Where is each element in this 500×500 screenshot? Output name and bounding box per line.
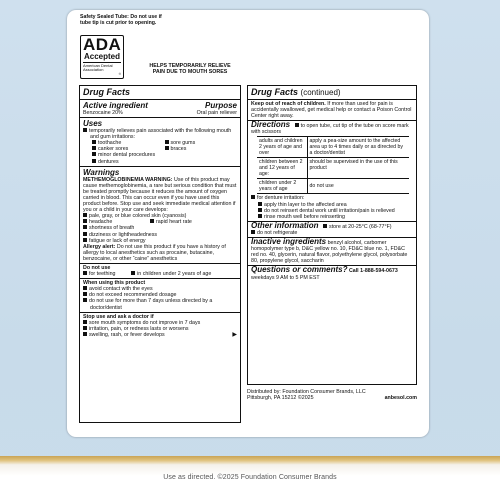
questions-title: Questions or comments? bbox=[251, 265, 348, 275]
list-item: irritation, pain, or redness lasts or worsens bbox=[89, 325, 189, 332]
allergy-alert-label: Allergy alert: bbox=[83, 243, 116, 250]
questions-phone: Call 1-888-594-0673 bbox=[347, 268, 398, 275]
uses-section bbox=[80, 118, 240, 166]
inactive-ingredients-text: benzyl alcohol, carbomer homopolymer type b, D&C yellow no. 10, FD&C blue no. 1, FD&C red no. 40, glycerin, natural flavor, polyethylene glycol, polysorbate 80, propylene glycol, saccharin bbox=[251, 240, 408, 265]
website-link[interactable]: anbesol.com bbox=[384, 395, 417, 402]
keep-out-label: Keep out of reach of children. bbox=[251, 101, 326, 107]
bullet-icon bbox=[83, 332, 87, 336]
list-item: avoid contact with the eyes bbox=[89, 286, 153, 293]
ada-seal-text: ADA bbox=[83, 35, 122, 54]
other-information-title: Other information bbox=[251, 220, 319, 230]
ada-seal bbox=[80, 35, 124, 79]
bullet-icon bbox=[131, 271, 135, 275]
storage-text: store at 20-25°C (68-77°F) bbox=[329, 223, 392, 230]
bullet-icon bbox=[83, 271, 87, 275]
stop-use-title: Stop use and ask a doctor if bbox=[83, 313, 154, 320]
list-item: do not exceed recommended dosage bbox=[89, 292, 177, 299]
footer-text: Use as directed. ©2025 Foundation Consumer Brands bbox=[163, 474, 337, 481]
uses-title: Uses bbox=[83, 119, 103, 129]
do-not-use-title: Do not use bbox=[83, 264, 111, 271]
bullet-icon bbox=[150, 219, 154, 223]
bullet-icon bbox=[251, 230, 255, 234]
active-ingredient-label: Active ingredient bbox=[83, 101, 148, 110]
distributor-address: Pittsburgh, PA 15212 ©2025 bbox=[247, 395, 314, 402]
inactive-ingredients-section bbox=[248, 238, 416, 265]
bullet-icon bbox=[92, 152, 96, 156]
other-information-section bbox=[248, 222, 416, 237]
sealed-tube-notice: Safety Sealed Tube: Do not use if tube tip is cut prior to opening. bbox=[80, 14, 162, 26]
keep-out-text: If more than used for pain is accidentally swallowed, get medical help or contact a Poison Control Center right away. bbox=[251, 101, 412, 120]
bullet-icon bbox=[92, 159, 96, 163]
age-cell: children under 2 years of age bbox=[257, 179, 307, 194]
warnings-section bbox=[80, 167, 240, 263]
list-item: braces bbox=[170, 146, 187, 153]
list-item: do not use for more than 7 days unless directed by a doctor/dentist bbox=[89, 298, 213, 311]
bullet-icon bbox=[83, 232, 87, 236]
dentures-intro: for denture irritation: bbox=[257, 195, 305, 202]
list-item: headache bbox=[89, 219, 113, 226]
list-item: sore mouth symptoms do not improve in 7 days bbox=[89, 319, 201, 326]
age-cell: children between 2 and 12 years of age: bbox=[257, 158, 307, 179]
list-item: swelling, rash, or fever develops bbox=[89, 331, 165, 338]
instruction-cell: should be supervised in the use of this product bbox=[307, 158, 409, 179]
bullet-icon bbox=[258, 208, 262, 212]
distributor-block bbox=[247, 389, 417, 401]
bullet-icon bbox=[323, 224, 327, 228]
bullet-icon bbox=[83, 219, 87, 223]
bullet-icon bbox=[83, 326, 87, 330]
drug-facts-header: Drug Facts bbox=[83, 87, 131, 97]
do-not-use-section bbox=[80, 264, 240, 278]
bullet-icon bbox=[258, 214, 262, 218]
active-ingredient-value: Benzocaine 20% bbox=[83, 110, 123, 116]
bullet-icon bbox=[83, 320, 87, 324]
list-item: rinse mouth well before reinserting bbox=[264, 213, 345, 220]
distributor-line: Distributed by: Foundation Consumer Brands, LLC bbox=[247, 389, 366, 395]
allergy-alert-text: Do not use this product if you have a history of allergy to local anesthetics such as procaine, butacaine, benzocaine, or other “caine” anesthetics bbox=[83, 243, 226, 262]
bullet-icon bbox=[83, 298, 87, 302]
keep-out-section bbox=[248, 100, 416, 120]
inactive-ingredients-title: Inactive ingredients bbox=[251, 237, 327, 247]
table-row bbox=[257, 158, 409, 179]
bullet-icon bbox=[258, 202, 262, 206]
list-item: apply thin layer to the affected area bbox=[264, 201, 347, 208]
drug-facts-header: Drug Facts bbox=[251, 87, 299, 97]
continued-label: (continued) bbox=[300, 88, 341, 97]
bullet-icon bbox=[83, 225, 87, 229]
stop-use-section bbox=[80, 313, 240, 339]
list-item: dentures bbox=[98, 158, 119, 165]
directions-section bbox=[248, 121, 416, 221]
list-item: pale, gray, or blue colored skin (cyanosis) bbox=[89, 213, 187, 220]
age-cell: adults and children 2 years of age and over bbox=[257, 137, 307, 158]
bullet-icon bbox=[165, 146, 169, 150]
active-ingredient-section bbox=[80, 100, 240, 117]
bullet-icon bbox=[165, 140, 169, 144]
list-item: for teething bbox=[89, 271, 116, 278]
drug-facts-continued-header bbox=[248, 86, 416, 99]
bullet-icon bbox=[251, 195, 255, 199]
bullet-icon bbox=[83, 238, 87, 242]
ada-accepted-text: Accepted bbox=[83, 52, 120, 61]
warnings-title: Warnings bbox=[83, 167, 120, 177]
list-item: dizziness or lightheadedness bbox=[89, 231, 158, 238]
drug-facts-left-panel bbox=[79, 85, 241, 423]
list-item: in children under 2 years of age bbox=[137, 271, 212, 278]
bullet-icon bbox=[295, 123, 299, 127]
continued-arrow-icon: ▶ bbox=[232, 331, 237, 338]
bullet-icon bbox=[92, 146, 96, 150]
helps-claim: HELPS TEMPORARILY RELIEVE PAIN DUE TO MOUTH SORES bbox=[149, 63, 231, 76]
bullet-icon bbox=[83, 128, 87, 132]
directions-intro: to open tube, cut tip of the tube on score mark with scissors bbox=[251, 123, 409, 136]
list-item: sore gums bbox=[170, 140, 196, 147]
list-item: shortness of breath bbox=[89, 225, 135, 232]
directions-title: Directions bbox=[251, 120, 291, 130]
instruction-cell: do not use bbox=[307, 179, 409, 194]
list-item: do not reinsert dental work until irritation/pain is relieved bbox=[264, 207, 395, 214]
purpose-label: Purpose bbox=[204, 101, 237, 110]
questions-section bbox=[248, 266, 416, 281]
list-item: minor dental procedures bbox=[98, 152, 156, 159]
drug-facts-right-panel bbox=[247, 85, 417, 385]
methemoglobinemia-text: Use of this product may cause methemoglobinemia, a rare but serious condition that must be treated promptly because it reduces the amount of oxygen carried in blood. This can occur even if you have used this product before. Stop use and seek immediate medical attention if you or a child in your care develops: bbox=[83, 176, 237, 214]
list-item: canker sores bbox=[98, 146, 129, 153]
bullet-icon bbox=[83, 286, 87, 290]
refrigerate-text: do not refrigerate bbox=[257, 229, 298, 236]
bullet-icon bbox=[83, 292, 87, 296]
uses-intro: temporarily relieves pain associated with the following mouth and gum irritations: bbox=[89, 128, 232, 141]
list-item: fatigue or lack of energy bbox=[89, 237, 146, 244]
list-item: toothache bbox=[98, 140, 122, 147]
directions-table bbox=[257, 136, 409, 194]
ada-association-text: American Dental Association bbox=[83, 63, 113, 73]
table-row bbox=[257, 137, 409, 158]
table-row bbox=[257, 179, 409, 194]
bullet-icon bbox=[92, 140, 96, 144]
purpose-value: Oral pain reliever bbox=[196, 110, 237, 116]
instruction-cell: apply a pea-size amount to the affected area up to 4 times daily or as directed by a doctor/dentist bbox=[307, 137, 409, 158]
list-item: rapid heart rate bbox=[155, 219, 192, 226]
bullet-icon bbox=[83, 213, 87, 217]
methemoglobinemia-label: METHEMOGLOBINEMIA WARNING: bbox=[83, 176, 173, 183]
questions-hours: weekdays 9 AM to 5 PM EST bbox=[251, 274, 320, 281]
when-using-title: When using this product bbox=[83, 280, 146, 287]
when-using-section bbox=[80, 279, 240, 311]
registered-mark: ® bbox=[118, 72, 121, 76]
